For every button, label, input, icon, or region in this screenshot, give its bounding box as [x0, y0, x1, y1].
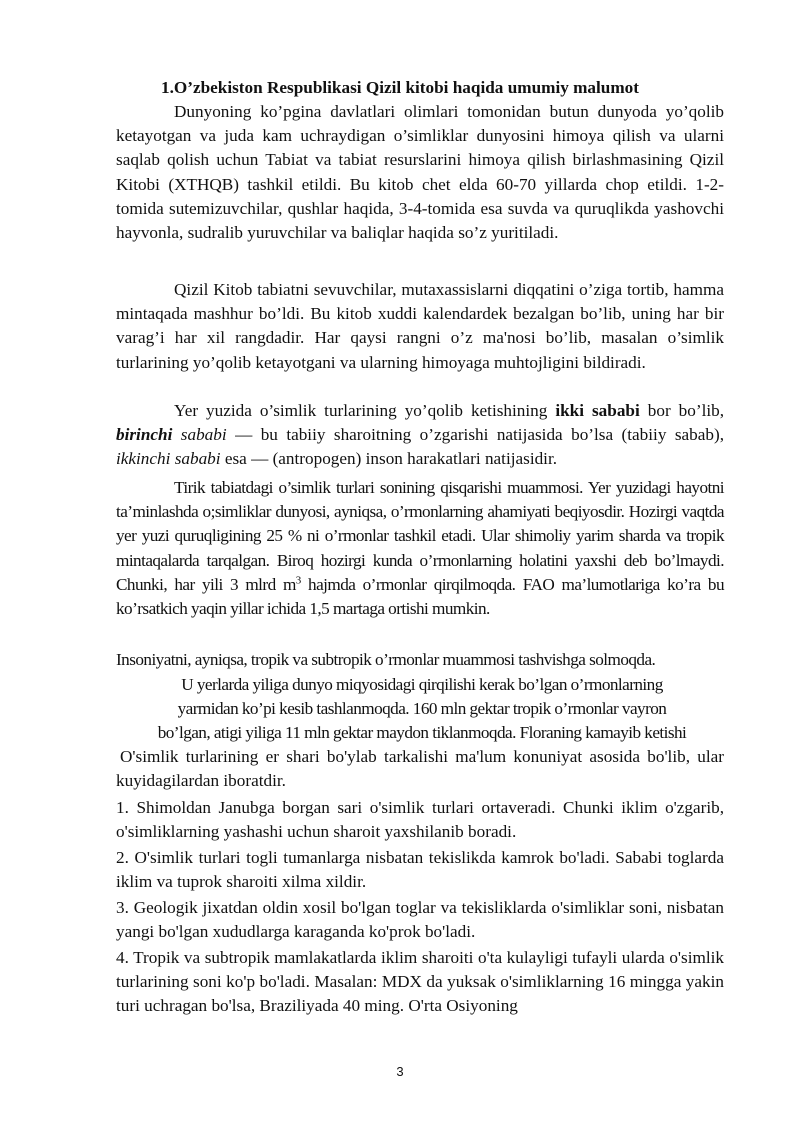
paragraph-distribution: O'simlik turlarining er shari bo'ylab tarkalishi ma'lum konuniyat asosida bo'lib, ular kuyidagilardan iboratdir. — [116, 747, 724, 791]
list-item: 4. Tropik va subtropik mamlakatlarda iklim sharoiti o'ta kulayligi tufayli ularda o'simlik turlarining soni ko'p bo'ladi. Masalan: MDX da yuksak o'simliklarning 16 mingga yakin turi uchragan bo'lsa, Braziliyada 40 ming. O'rta Osiyoning — [116, 948, 724, 1016]
page-number: 3 — [396, 1064, 404, 1079]
paragraph-forest-decline — [116, 476, 724, 621]
text-run: bor bo’lib, — [639, 401, 725, 420]
bold-text-run: ikki sababi — [555, 401, 640, 420]
list-item: 3. Geologik jixatdan oldin xosil bo'lgan toglar va tekisliklarda o'simliklar soni, nisbatan yangi bo'lgan xududlarga karaganda ko'prok bo'ladi. — [116, 898, 724, 942]
superscript: 3 — [295, 574, 301, 587]
text-run: esa — (antropogen) inson harakatlari natijasidir. — [220, 449, 558, 469]
text-run: Yer yuzida o’simlik turlarining yo’qolib ketishining — [174, 401, 556, 420]
centered-line-3: bo’lgan, atigi yiliga 11 mln gektar maydon tiklanmoqda. Floraning kamayib ketishi — [157, 723, 687, 742]
bold-italic-text-run: birinchi — [116, 425, 173, 445]
list-item: 2. O'simlik turlari togli tumanlarga nisbatan tekislikda kamrok bo'ladi. Sababi toglarda iklim va tuprok sharoiti xilma xildir. — [116, 848, 724, 892]
document-title: 1.O’zbekiston Respublikasi Qizil kitobi haqida umumiy malumot — [160, 78, 639, 97]
paragraph-tropical-forests: Insoniyatni, ayniqsa, tropik va subtropik o’rmonlar muammosi tashvishga solmoqda. — [116, 650, 656, 669]
paragraph-red-book-design: Qizil Kitob tabiatni sevuvchilar, mutaxassislarni diqqatini o’ziga tortib, hamma mintaqada mashhur bo’ldi. Bu kitob xuddi kalendardek bezalgan bo’lib, uning har bir varag’i har xil rangdadir. Har qaysi rangni o’z ma'nosi bo’lib, masalan o’simlik turlarining yo’qolib ketayotgani va ularning himoyaga muhtojligini bildiradi. — [116, 280, 724, 372]
paragraph-red-book-intro: Dunyoning ko’pgina davlatlari olimlari tomonidan butun dunyoda yo’qolib ketayotgan va juda kam uchraydigan o’simliklar dunyosini himoya qilish va ularni saqlab qolish uchun Tabiat va tabiat resurslarini himoya qilish birlashmasining Qizil Kitobi (XTHQB) tashkil etildi. Bu kitob chet elda 60-70 yillarda chop etildi. 1-2- tomida sutemizuvchilar, qushlar haqida, 3-4-tomida esa suvda va quruqlikda yashovchi hayvonla, sudralib yuruvchilar va baliqlar haqida so’z yuritiladi. — [116, 102, 724, 243]
italic-text-run: sababi — [172, 425, 227, 445]
paragraph-two-reasons — [116, 399, 724, 472]
italic-text-run: ikkinchi sababi — [116, 449, 221, 469]
text-run: Tirik tabiatdagi o’simlik turlari sonining qisqarishi muammosi. Yer yuzidagi hayotni ta’minlashda o;simliklar dunyosi, ayniqsa, o’rmonlarning ahamiyati beqiyosdir. Hozirgi vaqtda yer yuzi quruqligining 25 % ni o’rmonlar tashkil etadi. Ular shimoliy yarim sharda va tropik mintaqalarda tarqalgan. Biroq hozirgi kunda o’rmonlarning holatini yaxshi deb bo’lmaydi. Chunki, har yili 3 mlrd m — [116, 478, 724, 594]
text-run: hajmda o’rmonlar qirqilmoqda. FAO ma’lumotlariga ko’ra bu ko’rsatkich yaqin yillar ichida 1,5 martaga ortishi mumkin. — [116, 574, 724, 619]
text-run: — bu tabiiy sharoitning o’zgarishi natijasida bo’lsa (tabiiy sabab), — [226, 425, 724, 445]
list-item: 1. Shimoldan Janubga borgan sari o'simlik turlari ortaveradi. Chunki iklim o'zgarib, o'simliklarning yashashi uchun sharoit yaxshilanib boradi. — [116, 798, 724, 842]
centered-line-1: U yerlarda yiliga dunyo miqyosidagi qirqilishi kerak bo’lgan o’rmonlarning — [181, 675, 663, 694]
centered-line-2: yarmidan ko’pi kesib tashlanmoqda. 160 mln gektar tropik o’rmonlar vayron — [177, 699, 667, 718]
